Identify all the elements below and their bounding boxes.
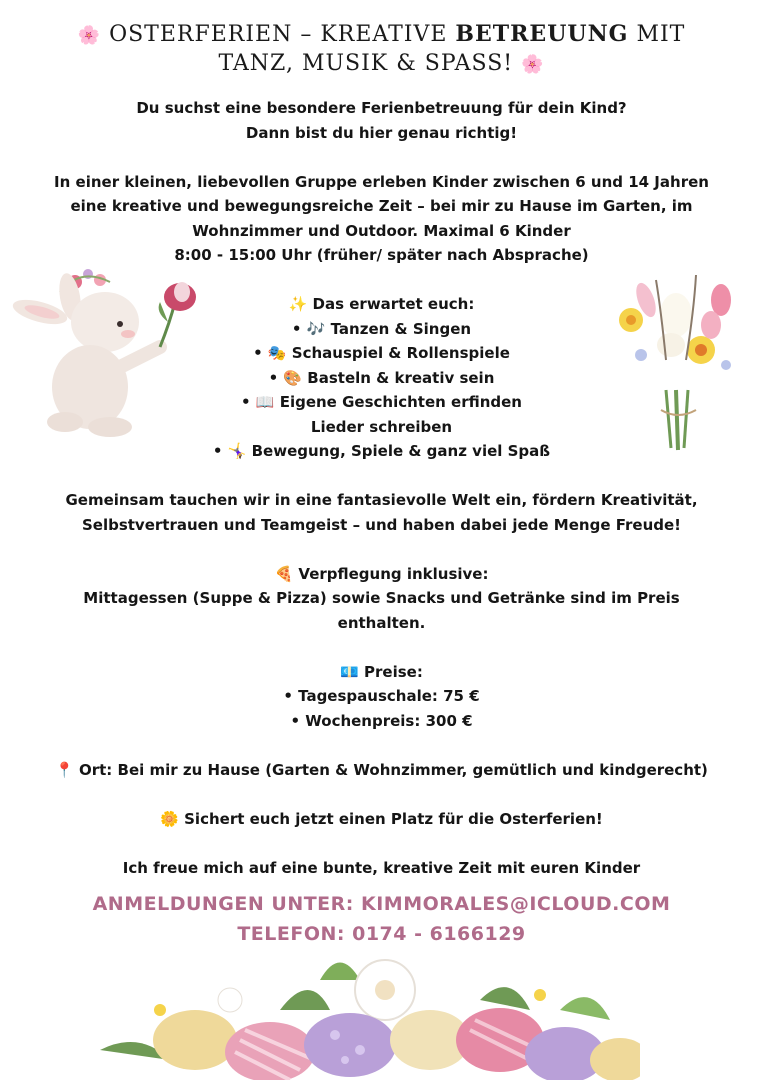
title-line-2-text: TANZ, MUSIK & SPASS! [218,51,522,76]
flower-icon: 🌸 [521,54,545,75]
expectation-item: • 📖 Eigene Geschichten erfinden [241,393,522,411]
together-line-1: Gemeinsam tauchen wir in eine fantasievolle Welt ein, fördern Kreativität, [65,491,698,509]
contact-email: ANMELDUNGEN UNTER: KIMMORALES@ICLOUD.COM [92,893,671,915]
price-daily: • Tagespauschale: 75 € [283,687,480,705]
intro-line-2: Dann bist du hier genau richtig! [245,123,518,142]
description-line-3: Wohnzimmer und Outdoor. Maximal 6 Kinder [192,221,571,240]
closing-text: Ich freue mich auf eine bunte, kreative Zeit mit euren Kinder [122,858,641,877]
title-part-1: OSTERFERIEN – KREATIVE [109,22,456,47]
prices-heading: 💶 Preise: [340,662,423,681]
description-line-2: eine kreative und bewegungsreiche Zeit – bei mir zu Hause im Garten, im [70,197,693,215]
title-bold: BETREUUNG [455,21,629,47]
description-line-1: In einer kleinen, liebevollen Gruppe erleben Kinder zwischen 6 und 14 Jahren [54,172,709,191]
food-line-2: enthalten. [337,613,426,632]
expectation-item: • 🤸‍♀️ Bewegung, Spiele & ganz viel Spaß [212,442,551,460]
title-line-2 [0,50,763,79]
easter-eggs-illustration [80,940,640,1080]
contact-phone: TELEFON: 0174 - 6166129 [237,923,526,945]
title-part-2: MIT [628,22,686,47]
description-line-4: 8:00 - 15:00 Uhr (früher/ später nach Absprache) [174,246,589,264]
food-line-1: Mittagessen (Suppe & Pizza) sowie Snacks und Getränke sind im Preis [83,589,680,607]
call-to-action: 🌼 Sichert euch jetzt einen Platz für die Osterferien! [160,809,603,828]
expectation-item: • 🎶 Tanzen & Singen [291,319,472,338]
expectation-item: • 🎨 Basteln & kreativ sein [268,368,495,387]
together-line-2: Selbstvertrauen und Teamgeist – und haben dabei jede Menge Freude! [81,515,682,534]
flyer-body [40,96,723,880]
expectation-item: Lieder schreiben [310,417,453,436]
food-heading: 🍕 Verpflegung inklusive: [274,564,489,583]
flower-icon: 🌸 [77,25,102,46]
location-text: 📍 Ort: Bei mir zu Hause (Garten & Wohnzimmer, gemütlich und kindgerecht) [55,760,708,779]
page-title [0,20,763,79]
intro-line-1: Du suchst eine besondere Ferienbetreuung für dein Kind? [136,99,627,117]
expectations-heading: ✨ Das erwartet euch: [288,295,475,313]
title-line-1 [0,20,763,50]
price-weekly: • Wochenpreis: 300 € [290,711,473,730]
expectation-item: • 🎭 Schauspiel & Rollenspiele [253,344,510,362]
